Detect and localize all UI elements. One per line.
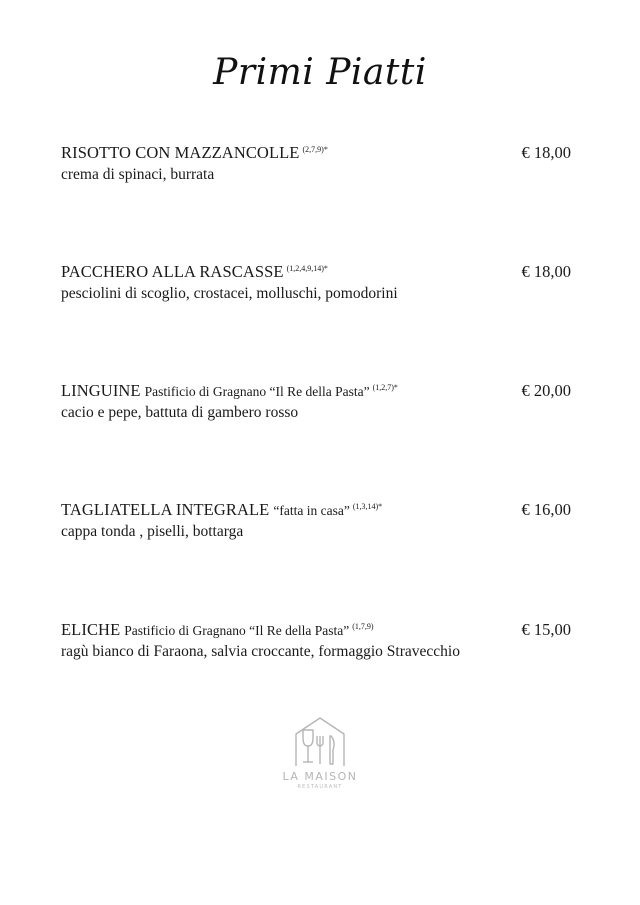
dish-name: TAGLIATELLA INTEGRALE	[61, 500, 270, 519]
dish-note: “fatta in casa”	[273, 503, 350, 518]
dish-name: PACCHERO ALLA RASCASSE	[61, 262, 284, 281]
menu-item-header	[61, 379, 571, 403]
dish-name: LINGUINE	[61, 381, 141, 400]
dish-description: cacio e pepe, battuta di gambero rosso	[61, 404, 299, 421]
menu-item	[61, 141, 571, 185]
menu-item-header	[61, 618, 571, 642]
dish-price: € 20,00	[521, 381, 571, 400]
dish-name: RISOTTO CON MAZZANCOLLE	[61, 143, 300, 162]
dish-price: € 16,00	[521, 500, 571, 519]
dish-allergens: (1,2,7)*	[372, 382, 398, 392]
logo-subtitle: RESTAURANT	[297, 784, 343, 790]
dish-price: € 18,00	[521, 143, 571, 162]
dish-price: € 15,00	[521, 620, 571, 639]
dish-allergens: (2,7,9)*	[302, 144, 328, 154]
page-title: Primi Piatti	[213, 52, 427, 93]
dish-price: € 18,00	[521, 262, 571, 281]
menu-item-header	[61, 498, 571, 522]
dish-description: pesciolini di scoglio, crostacei, molluschi, pomodorini	[61, 285, 398, 302]
menu-item	[61, 498, 571, 542]
dish-description: ragù bianco di Faraona, salvia croccante, formaggio Stravecchio	[61, 643, 460, 660]
dish-allergens: (1,7,9)	[352, 621, 374, 631]
menu-item-header	[61, 141, 571, 165]
menu-item-header	[61, 260, 571, 284]
dish-description: cappa tonda , piselli, bottarga	[61, 523, 244, 540]
house-cutlery-icon	[290, 716, 350, 768]
dish-name: ELICHE	[61, 620, 121, 639]
menu-item	[61, 618, 571, 662]
dish-allergens: (1,2,4,9,14)*	[286, 263, 328, 273]
dish-allergens: (1,3,14)*	[352, 501, 383, 511]
dish-origin: Pastificio di Gragnano “Il Re della Pasta”	[144, 384, 370, 399]
menu-item	[61, 379, 571, 423]
menu-item	[61, 260, 571, 304]
dish-origin: Pastificio di Gragnano “Il Re della Pasta”	[124, 623, 350, 638]
logo-name: LA MAISON	[282, 770, 358, 783]
restaurant-logo	[270, 716, 370, 790]
dish-description: crema di spinaci, burrata	[61, 166, 215, 183]
